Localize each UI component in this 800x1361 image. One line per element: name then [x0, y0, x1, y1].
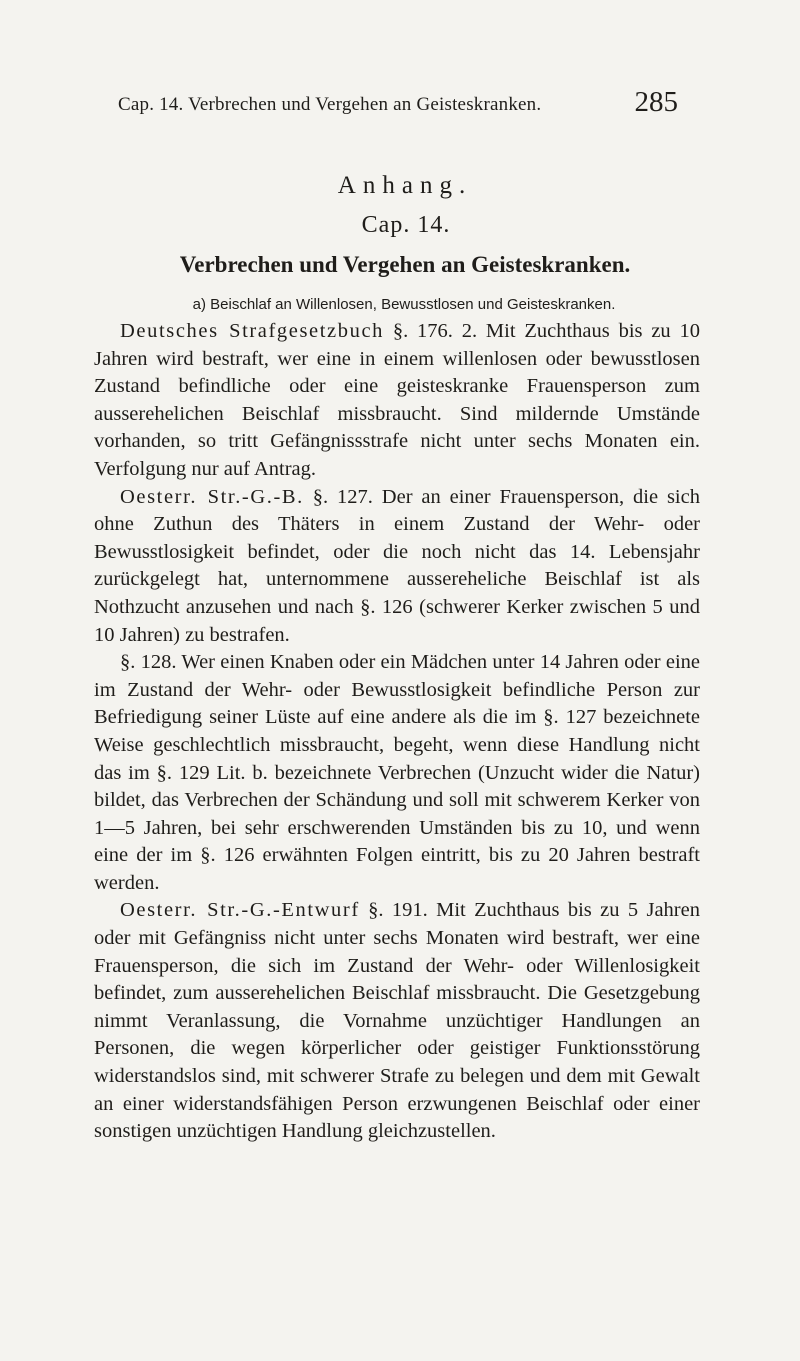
paragraph-oestgb-127: [94, 484, 700, 650]
statute-name: Oesterr. Str.-G.-Entwurf: [120, 899, 360, 922]
paragraph-text: §. 191. Mit Zuchthaus bis zu 5 Jahren oder mit Gefängniss nicht unter sechs Monaten wird bestraft, wer eine Frauensperson, die sich im Zustand der Wehr- oder Willenlosigkeit befindet, zum ausserehelichen Beischlaf missbraucht. Die Gesetzgebung nimmt Veranlassung, die Vornahme unzüchtiger Handlungen an Personen, die wegen körperlicher oder geistiger Funktionsstörung widerstandslos sind, mit schwerer Strafe zu belegen und dem mit Gewalt an einer widerstandsfähigen Person erzwungenen Beischlaf oder einer sonstigen unzüchtigen Handlung gleichzustellen.: [94, 899, 700, 1143]
page-number: 285: [634, 86, 678, 118]
chapter-heading: Cap. 14.: [361, 212, 451, 238]
body-text: [94, 318, 700, 1146]
paragraph-oestgb-128: [94, 649, 700, 897]
running-head: [118, 86, 678, 124]
statute-name: Oesterr. Str.-G.-B.: [120, 485, 304, 508]
paragraph-entwurf-191: [94, 897, 700, 1145]
statute-name: Deutsches Strafgesetzbuch: [120, 320, 384, 342]
running-head-title: Cap. 14. Verbrechen und Vergehen an Geisteskranken.: [118, 94, 542, 115]
paragraph-text: §. 128. Wer einen Knaben oder ein Mädchen unter 14 Jahren oder eine im Zustand der Wehr- oder Bewusstlosigkeit befindliche Person zur Befriedigung seiner Lüste auf eine andere als die im §. 127 bezeichnete Weise geschlechtlich missbraucht, begeht, wenn diese Handlung nicht das im §. 129 Lit. b. bezeichnete Verbrechen (Unzucht wider die Natur) bildet, das Verbrechen der Schändung und soll mit schwerem Kerker von 1—5 Jahren, bei sehr erschwerenden Umständen bis zu 10, und wenn eine der im §. 126 erwähnten Folgen eintritt, bis zu 20 Jahren bestraft werden.: [94, 651, 700, 894]
paragraph-text: §. 176. 2. Mit Zuchthaus bis zu 10 Jahren wird bestraft, wer eine in einem willenlosen oder bewusstlosen Zustand befindliche oder eine geisteskranke Frauensperson zum ausserehelichen Beischlaf missbraucht. Sind mildernde Umstände vorhanden, so tritt Gefängnissstrafe nicht unter sechs Monaten ein. Verfolgung nur auf Antrag.: [94, 320, 700, 480]
appendix-heading: Anhang.: [337, 172, 473, 199]
section-subtitle: a) Beischlaf an Willenlosen, Bewusstlosen und Geisteskranken.: [192, 296, 616, 313]
paragraph-dstgb-176: [94, 318, 700, 484]
chapter-title: Verbrechen und Vergehen an Geisteskranken.: [179, 252, 631, 277]
paragraph-text: §. 127. Der an einer Frauensperson, die sich ohne Zuthun des Thäters in einem Zustand der Wehr- oder Bewusstlosigkeit befindet, oder die noch nicht das 14. Lebensjahr zurückgelegt hat, unternommene aussereheliche Beischlaf ist als Nothzucht anzusehen und nach §. 126 (schwerer Kerker zwischen 5 und 10 Jahren) zu bestrafen.: [94, 485, 700, 646]
